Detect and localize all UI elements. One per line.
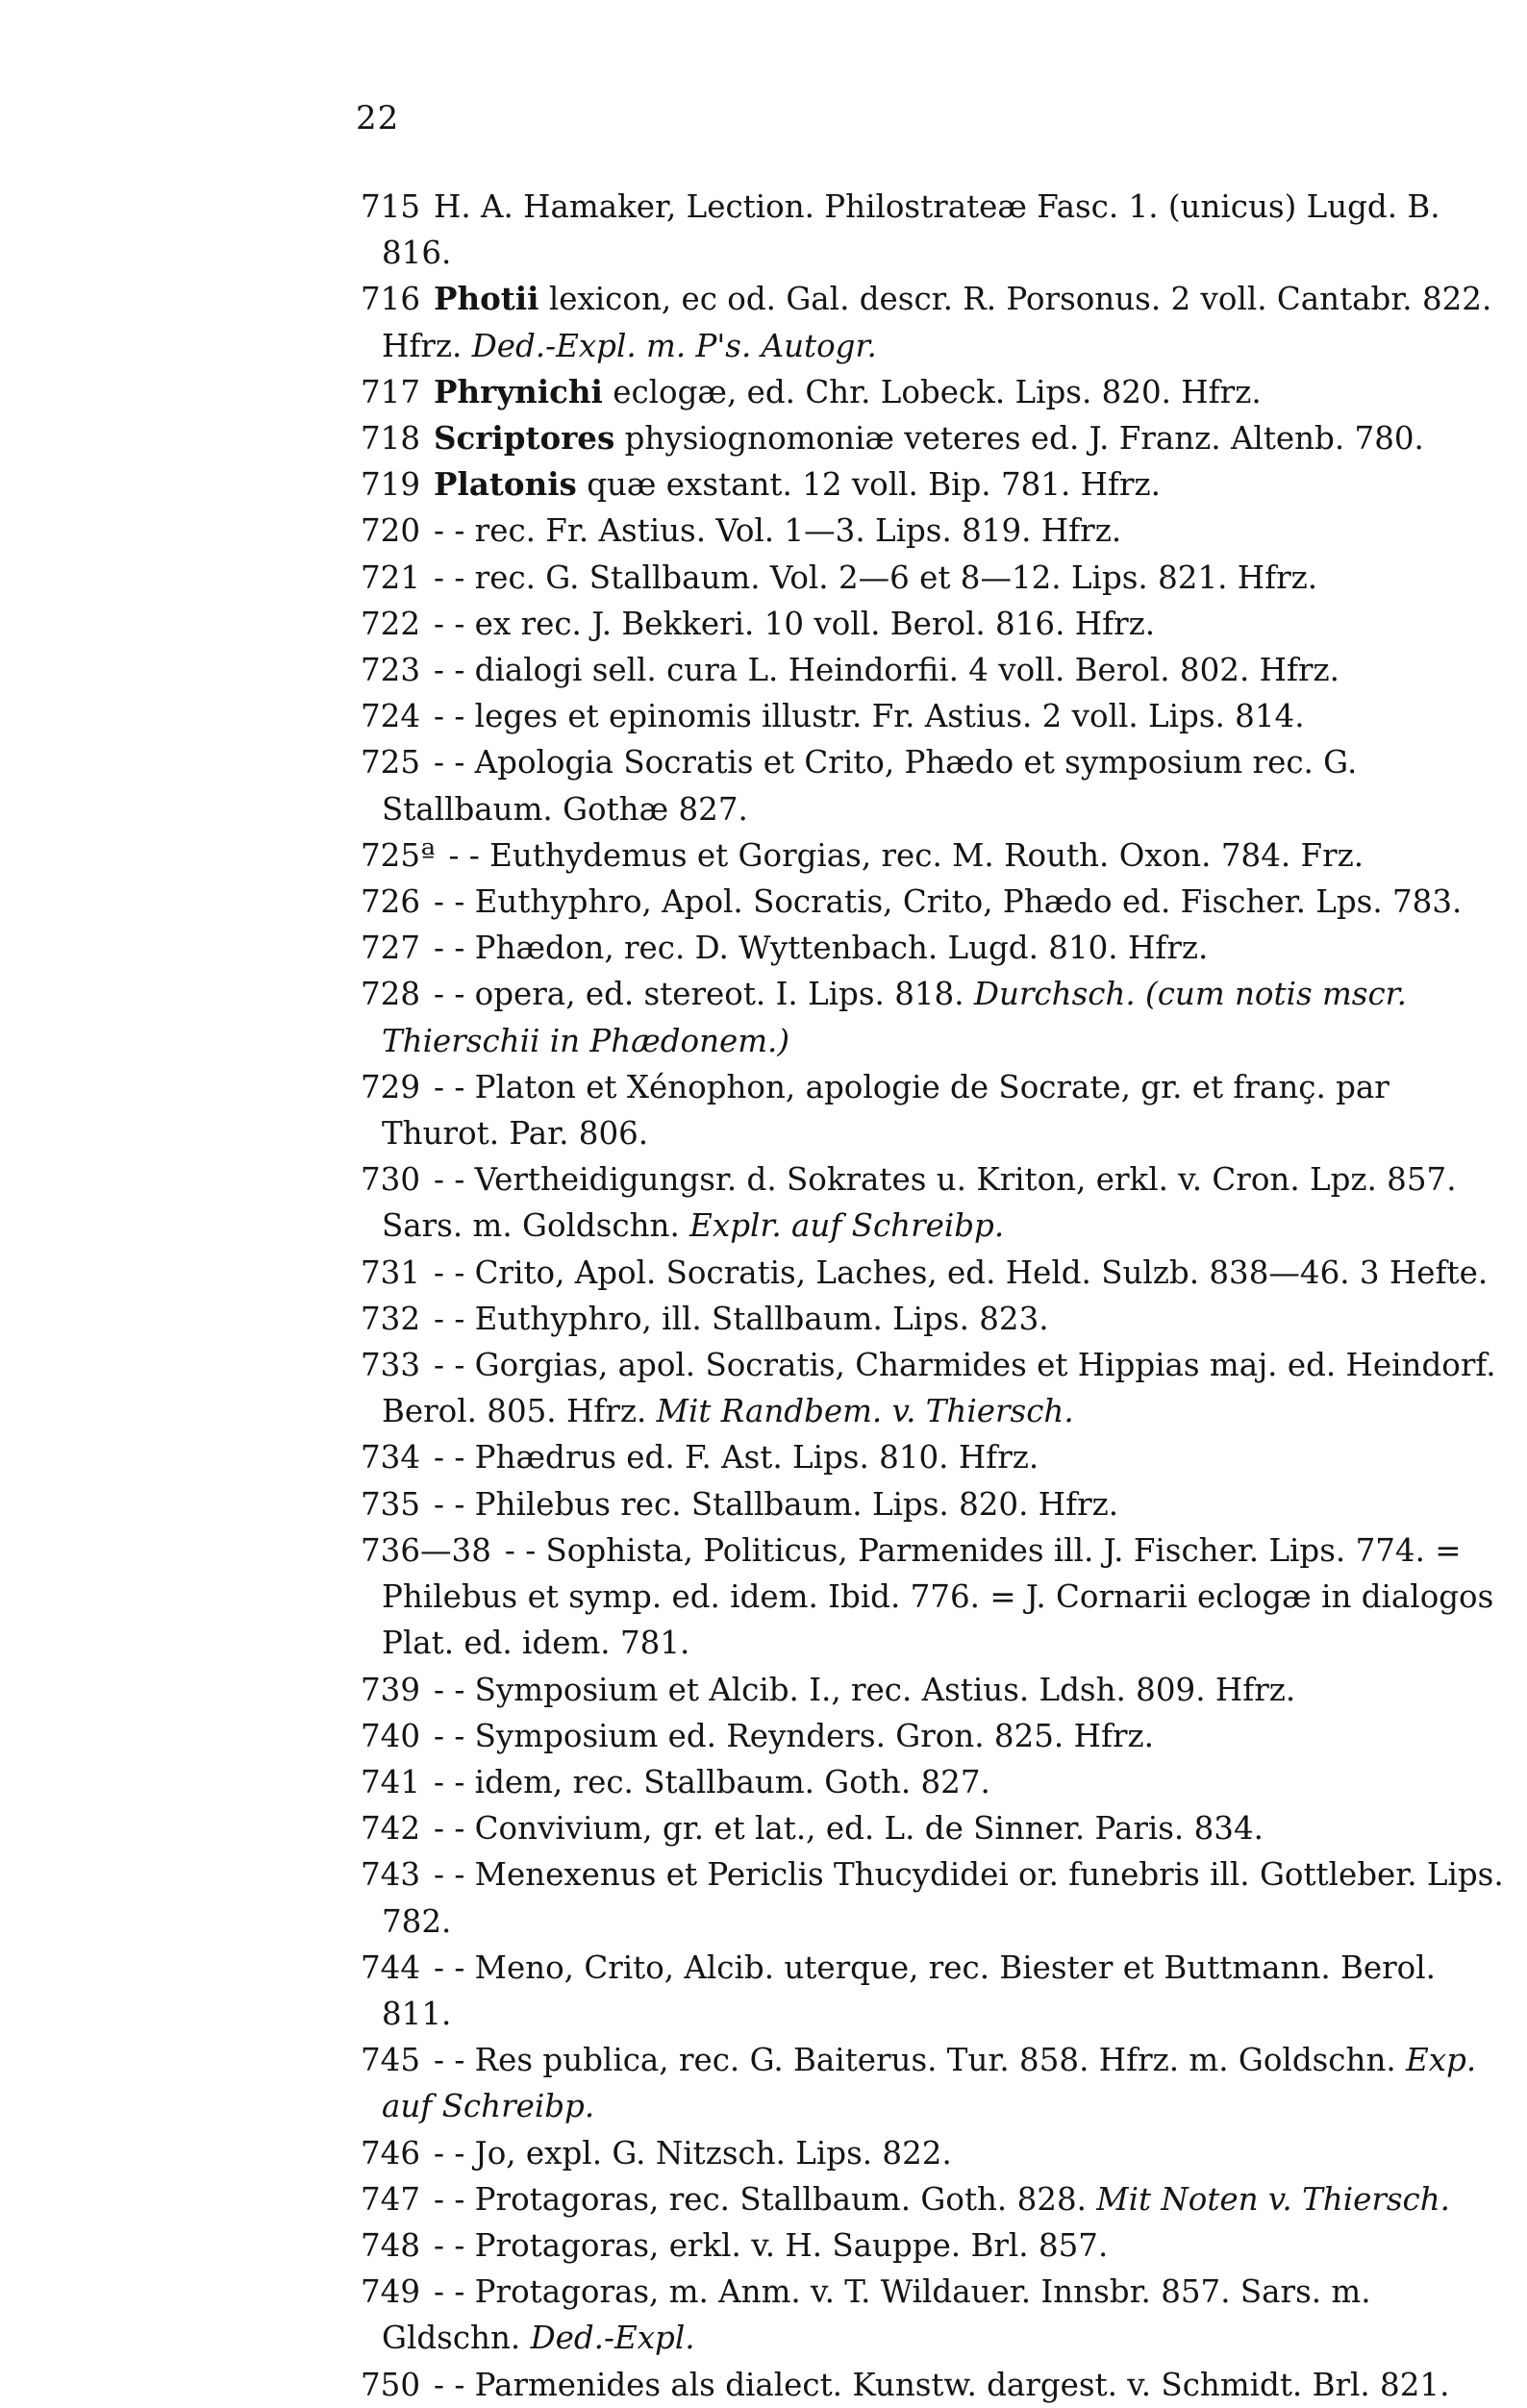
entry-number: 736—38	[361, 1531, 491, 1569]
catalog-entry-text	[361, 647, 1510, 693]
catalog-entry	[361, 1064, 1510, 1156]
catalog-entry-text	[361, 1064, 1510, 1156]
entry-number: 735	[361, 1485, 421, 1523]
catalog-entry-text	[361, 1759, 1510, 1805]
entry-number: 730	[361, 1161, 421, 1199]
entry-number: 724	[361, 698, 421, 735]
catalog-entry-text	[361, 1945, 1510, 2037]
entry-number: 748	[361, 2226, 421, 2264]
entry-description: - - Jo, expl. G. Nitzsch. Lips. 822.	[434, 2134, 952, 2172]
entry-description: - - Sophista, Politicus, Parmenides ill. J. Fischer. Lips. 774. = Philebus et symp. ed. idem. Ibid. 776. = J. Cornarii eclogæ in dialogos Plat. ed. idem. 781.	[382, 1531, 1494, 1662]
catalog-entry-text	[361, 1250, 1510, 1296]
catalog-entry-text	[361, 1527, 1510, 1667]
catalog-entry-text	[361, 971, 1510, 1063]
catalog-entry-text	[361, 2037, 1510, 2129]
catalog-entry-text	[361, 2176, 1510, 2222]
entry-number: 719	[361, 466, 421, 504]
catalog-entry	[361, 1805, 1510, 1851]
entry-description: H. A. Hamaker, Lection. Philostrateæ Fasc. 1. (unicus) Lugd. B. 816.	[382, 188, 1440, 272]
entry-description: - - rec. Fr. Astius. Vol. 1—3. Lips. 819. Hfrz.	[434, 512, 1122, 550]
entry-number: 746	[361, 2134, 421, 2172]
catalog-entry-text	[361, 2130, 1510, 2176]
author-heading: Scriptores	[434, 419, 615, 458]
entry-description: - - Protagoras, m. Anm. v. T. Wildauer. Innsbr. 857. Sars. m. Gldschn.	[382, 2273, 1371, 2357]
catalog-entry	[361, 1527, 1510, 1667]
entry-number: 728	[361, 976, 421, 1013]
entry-description: - - Euthyphro, Apol. Socratis, Crito, Phædo ed. Fischer. Lps. 783.	[434, 883, 1463, 921]
catalog-entry	[361, 1713, 1510, 1759]
entry-number: 726	[361, 883, 421, 921]
italic-note: Exp. auf Schreibp.	[382, 2042, 1477, 2125]
catalog-entry	[361, 739, 1510, 832]
entry-number: 732	[361, 1300, 421, 1337]
catalog-entry-text	[361, 832, 1510, 879]
entry-number: 743	[361, 1856, 421, 1894]
italic-note: Mit Randbem. v. Thiersch.	[656, 1393, 1074, 1430]
catalog-entry	[361, 1945, 1510, 2037]
catalog-entry	[361, 369, 1510, 415]
catalog-entry	[361, 1296, 1510, 1342]
entry-description: - - Menexenus et Periclis Thucydidei or. funebris ill. Gottleber. Lips. 782.	[382, 1856, 1504, 1940]
entry-description: - - Meno, Crito, Alcib. uterque, rec. Biester et Buttmann. Berol. 811.	[382, 1949, 1436, 2032]
entry-number: 723	[361, 652, 421, 689]
catalog-entry	[361, 1434, 1510, 1480]
catalog-entry	[361, 555, 1510, 601]
italic-note: Durchsch. (cum notis mscr. Thierschii in Phædonem.)	[382, 976, 1407, 1059]
entry-description: - - rec. G. Stallbaum. Vol. 2—6 et 8—12. Lips. 821. Hfrz.	[434, 559, 1318, 596]
catalog-entry-text	[361, 1296, 1510, 1342]
entry-number: 749	[361, 2273, 421, 2311]
entry-number: 733	[361, 1347, 421, 1384]
catalog-entry	[361, 2176, 1510, 2222]
entry-number: 747	[361, 2180, 421, 2218]
entry-description: - - leges et epinomis illustr. Fr. Astius. 2 voll. Lips. 814.	[434, 698, 1305, 735]
entry-description: - - Euthyphro, ill. Stallbaum. Lips. 823.	[434, 1300, 1049, 1337]
entry-number: 725ª	[361, 836, 436, 874]
author-heading: Photii	[434, 280, 539, 318]
catalog-entry	[361, 2130, 1510, 2176]
entry-number: 750	[361, 2366, 421, 2403]
catalog-entry	[361, 647, 1510, 693]
entry-description: physiognomoniæ veteres ed. J. Franz. Altenb. 780.	[614, 420, 1424, 458]
entry-number: 729	[361, 1068, 421, 1105]
catalog-entry-text	[361, 184, 1510, 276]
catalog-entry	[361, 2037, 1510, 2129]
entry-description: - - Res publica, rec. G. Baiterus. Tur. 858. Hfrz. m. Goldschn.	[434, 2042, 1407, 2079]
page-number: 22	[356, 99, 400, 137]
catalog-entry	[361, 1759, 1510, 1805]
entry-number: 742	[361, 1810, 421, 1848]
catalog-entry-list	[361, 184, 1510, 2408]
entry-description: - - Phædon, rec. D. Wyttenbach. Lugd. 810. Hfrz.	[434, 930, 1209, 967]
catalog-entry-text	[361, 1667, 1510, 1713]
entry-description: - - Phædrus ed. F. Ast. Lips. 810. Hfrz.	[434, 1439, 1039, 1477]
catalog-entry	[361, 461, 1510, 508]
catalog-entry-text	[361, 925, 1510, 971]
catalog-entry	[361, 1156, 1510, 1249]
catalog-entry	[361, 2222, 1510, 2269]
catalog-entry	[361, 508, 1510, 554]
catalog-entry	[361, 601, 1510, 647]
entry-description: - - Parmenides als dialect. Kunstw. dargest. v. Schmidt. Brl. 821.	[434, 2366, 1450, 2403]
entry-description: - - Protagoras, rec. Stallbaum. Goth. 828.	[434, 2180, 1097, 2218]
catalog-entry	[361, 1481, 1510, 1527]
catalog-entry-text	[361, 739, 1510, 832]
entry-description: - - opera, ed. stereot. I. Lips. 818.	[434, 976, 974, 1013]
entry-description: - - Crito, Apol. Socratis, Laches, ed. Held. Sulzb. 838—46. 3 Hefte.	[434, 1254, 1489, 1291]
catalog-entry	[361, 971, 1510, 1063]
entry-number: 721	[361, 559, 421, 596]
author-heading: Platonis	[434, 465, 577, 504]
catalog-entry	[361, 1851, 1510, 1944]
catalog-entry-text	[361, 1713, 1510, 1759]
catalog-entry-text	[361, 693, 1510, 739]
catalog-entry-text	[361, 369, 1510, 415]
entry-number: 727	[361, 930, 421, 967]
italic-note: Mit Noten v. Thiersch.	[1096, 2180, 1451, 2218]
catalog-entry	[361, 1667, 1510, 1713]
entry-number: 731	[361, 1254, 421, 1291]
entry-number: 740	[361, 1717, 421, 1754]
catalog-entry	[361, 2269, 1510, 2361]
catalog-entry	[361, 415, 1510, 461]
catalog-entry-text	[361, 555, 1510, 601]
catalog-entry-text	[361, 1481, 1510, 1527]
entry-number: 722	[361, 605, 421, 642]
catalog-entry-text	[361, 2269, 1510, 2361]
catalog-entry	[361, 925, 1510, 971]
catalog-entry-text	[361, 508, 1510, 554]
entry-description: lexicon, ec od. Gal. descr. R. Porsonus. 2 voll. Cantabr. 822. Hfrz.	[382, 281, 1492, 364]
entry-number: 716	[361, 281, 421, 318]
entry-number: 734	[361, 1439, 421, 1477]
entry-number: 725	[361, 744, 421, 782]
catalog-entry	[361, 1342, 1510, 1434]
entry-description: - - Protagoras, erkl. v. H. Sauppe. Brl. 857.	[434, 2226, 1109, 2264]
entry-description: - - ex rec. J. Bekkeri. 10 voll. Berol. 816. Hfrz.	[434, 605, 1156, 642]
catalog-entry	[361, 1250, 1510, 1296]
entry-number: 745	[361, 2042, 421, 2079]
entry-number: 744	[361, 1949, 421, 1986]
entry-description: - - Symposium et Alcib. I., rec. Astius. Ldsh. 809. Hfrz.	[434, 1671, 1296, 1708]
entry-number: 739	[361, 1671, 421, 1708]
italic-note: Ded.-Expl.	[530, 2320, 695, 2357]
entry-number: 720	[361, 512, 421, 550]
entry-description: - - Convivium, gr. et lat., ed. L. de Sinner. Paris. 834.	[434, 1810, 1264, 1848]
catalog-entry-text	[361, 1434, 1510, 1480]
catalog-entry	[361, 2362, 1510, 2408]
catalog-entry	[361, 832, 1510, 879]
catalog-entry-text	[361, 601, 1510, 647]
entry-description: - - Symposium ed. Reynders. Gron. 825. Hfrz.	[434, 1717, 1154, 1754]
catalog-entry-text	[361, 2222, 1510, 2269]
italic-note: Explr. auf Schreibp.	[689, 1207, 1005, 1245]
entry-number: 715	[361, 188, 421, 225]
author-heading: Phrynichi	[434, 372, 603, 410]
catalog-entry-text	[361, 1156, 1510, 1249]
entry-description: - - Gorgias, apol. Socratis, Charmides et Hippias maj. ed. Heindorf. Berol. 805. Hfrz.	[382, 1347, 1496, 1430]
catalog-entry-text	[361, 1851, 1510, 1944]
entry-description: - - idem, rec. Stallbaum. Goth. 827.	[434, 1763, 990, 1800]
entry-number: 718	[361, 420, 421, 458]
entry-number: 717	[361, 373, 421, 410]
entry-description: - - Euthydemus et Gorgias, rec. M. Routh. Oxon. 784. Frz.	[448, 836, 1364, 874]
catalog-entry-text	[361, 1342, 1510, 1434]
entry-description: - - Platon et Xénophon, apologie de Socrate, gr. et franç. par Thurot. Par. 806.	[382, 1068, 1389, 1153]
catalog-entry	[361, 879, 1510, 925]
entry-description: eclogæ, ed. Chr. Lobeck. Lips. 820. Hfrz.	[602, 373, 1262, 410]
catalog-entry	[361, 276, 1510, 368]
catalog-entry-text	[361, 1805, 1510, 1851]
entry-description: - - Philebus rec. Stallbaum. Lips. 820. Hfrz.	[434, 1485, 1119, 1523]
catalog-entry-text	[361, 461, 1510, 508]
catalog-entry-text	[361, 2362, 1510, 2408]
catalog-entry-text	[361, 276, 1510, 368]
catalog-entry-text	[361, 879, 1510, 925]
entry-description: quæ exstant. 12 voll. Bip. 781. Hfrz.	[576, 466, 1161, 504]
italic-note: Ded.-Expl. m. P's. Autogr.	[471, 327, 877, 364]
entry-description: - - dialogi sell. cura L. Heindorfii. 4 voll. Berol. 802. Hfrz.	[434, 652, 1339, 689]
entry-number: 741	[361, 1763, 421, 1800]
entry-description: - - Apologia Socratis et Crito, Phædo et symposium rec. G. Stallbaum. Gothæ 827.	[382, 744, 1358, 828]
catalog-entry	[361, 693, 1510, 739]
catalog-entry	[361, 184, 1510, 276]
catalog-entry-text	[361, 415, 1510, 461]
entry-description: - - Vertheidigungsr. d. Sokrates u. Kriton, erkl. v. Cron. Lpz. 857. Sars. m. Goldschn.	[382, 1161, 1457, 1245]
